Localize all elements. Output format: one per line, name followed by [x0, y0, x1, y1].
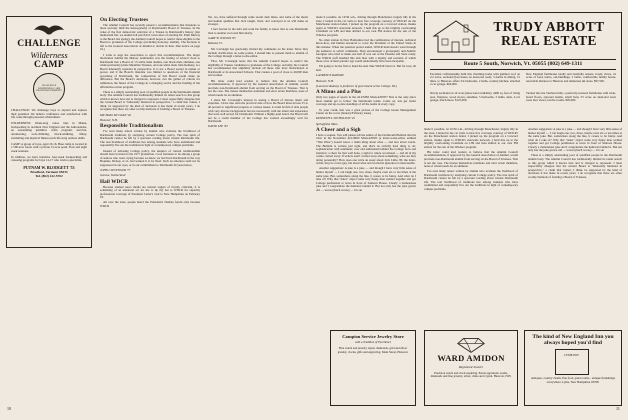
col2-para-2: I feel forever in his debt and want his family to know that as one Dartmouth man to another we loved him dearly. — [208, 27, 308, 35]
camp-contact-city: Bradford, Vermont 05033 — [30, 170, 68, 175]
challenge-camp-ad — [6, 16, 92, 248]
trudy-listings-top — [430, 73, 616, 89]
col5-para-2: There is a simply outstanding pool of qualified people in the Dartmouth alumni body. The Alumni Council has traditionally limited its talent search to this group which it knows best and is charged to represent. I most respectfully disagree that the current Board is "inherently hindered in perspective," a claim that cannot, I think, be supported by the kind of decisions it has made in recent years. I do recognize that there are other worthy methods of forming a Board of Trustees. — [528, 153, 622, 179]
col1b-signature-place: Geneva, Switzerland — [100, 173, 126, 178]
col4-para-3: I've read many letters written by alumni who evaluate the livelihood of Dartmouth traditions by analyzing current College policy. The true spirit of Dartmouth cannot be felt by a spectator reading about current Dartmouth life. The real livelihood of traditions lies among students who have assimilated and responsibly live out the traditions in light of contemporary campus problems. — [424, 169, 518, 191]
trudy-listing-3-text: Nicely secluded on 10 acres (more land available). 4400 sq. feet of living area, fireplace, wood stoves, sunshine, 5 bedrooms, 3 baths, deck, 2-car garage, much more. $125,000. — [430, 91, 520, 103]
col1-signature — [100, 114, 200, 118]
lyme-sign-wrap — [528, 349, 618, 375]
lyme-headline: The kind of New England Inn you always hoped you'd find — [532, 334, 614, 346]
trudy-listing-1-text: Excellent craftsmanship built this charming home with gambrel roof on 2.2 acres, secluded (last house on dead-end road). 3 dorms in dining, 15 mins. to Hanover, offers 3/4 bedrooms, 2 baths, country kitchen, attached 2-car garage. $64,000. — [430, 71, 520, 87]
article-heading-responsible-traditionalism: Responsible Traditionalism — [100, 123, 164, 130]
article-heading-cheer-sigh: A Cheer and a Sigh — [316, 126, 361, 133]
trudy-header — [430, 16, 616, 56]
lyme-inn-ad — [524, 330, 622, 406]
camp-contact-name: PUTNAM W. BLODGETT '53 — [23, 165, 75, 170]
trudy-abbott-ad — [424, 12, 622, 122]
col1-signature-name: MICHAEL MCGEAN '49 — [100, 112, 131, 117]
camp-contact — [11, 166, 87, 179]
ward-subtitle: Registered Jeweler — [458, 364, 484, 369]
camp-para-2: WILDERNESS: Week-long canoe trips in Maine, backpacking in northern New England and the Adirondacks, an outstanding primitive crafts program, survival, orienteering, rock-climbing, black-smithing, riflery, swimming and physical fitness teach life-long outdoor skills. — [11, 121, 87, 140]
col4-para-1: made it possible. At 10:30 a.m., driving through Manchester, largely idly in the state, I turned in the car radio to hear live coverage courtesy of WDCR? As the Manchester station faded, I picked up the program on a Concord station, thanks again to WDCR's statewide network. I held this up to the brightly overlooking Crantham on I-89 and then shifted to our own FM station for the rest of the Windsor program. — [424, 127, 518, 149]
col3-signature-place: Hanover, N.H. — [316, 78, 334, 83]
col1-para-3: There is a simply outstanding pool of qualified people in the Dartmouth alumni body. The Alumni Council has traditionally limited its talent search to this group which it knows best and is charged to represent. I most respectfully disagree that the current Board is "inherently hindered in perspective," a claim that cannot, I think, be supported by the kind of decisions it has made in recent years. I do recognize that there are other worthy methods of forming a Board of Trustees. — [100, 89, 200, 112]
col3-minus-signature: KENNETH S. NICHOLSON '45 — [316, 116, 355, 121]
text-column-2 — [208, 16, 308, 131]
ward-title: WARD AMIDON — [437, 353, 505, 363]
col2-para-1: We, too, have suffered through some recent dark times, and some of the ideals and human qualities that Jack taught, lived, and conveyed to us will make us stronger. — [208, 15, 308, 27]
house-icon — [430, 16, 482, 56]
col2-mid-1: Mr. Cavanagh has graciously invited my comments on his letter. Since they include clarification on some points, I should like to present them to alumni of the College through a letter-to-the-editor. — [208, 47, 308, 59]
col1-para-2: I write to urge the association to reject this recommendation. The major motivation behind the Murray nomination was the feeling of several close to Dartmouth that a Board of 13 white male alumni, one black male alumnus, one white (university) male Medelian Trustees, and one white male John Kemeny, is a Board inherently lopsided in perspective. It is not a Board seated in names or power, and if the Board's mandate was limited to questions of the financial governing of Dartmouth, the composition of this Board would make no difference. But the Board's decisions, however, run the gamut of criteria for admission, the future of the College in a changing world, and the funding of the affirmative-action program. — [100, 52, 200, 89]
col1c-para-2: All over the state, people heard the President's Nashua forum only because WDCR — [100, 200, 200, 208]
camp-para-3: CAMP: A group of boys, aged 10-16. Base camp is located in a 500-acre forest with a private 15-acre pond. Four and eight week sessions. — [11, 141, 87, 153]
col2-signature-place: Rutland, Vt. — [208, 41, 223, 46]
col3-cheer-2: Another suggestion: A joke is a joke — and though I have very little sense of humor myself — I can laugh one, two, three, maybe even six or ten times at the same joke. But, somewhere along the line, it ceases to be funny. And what do I take of? Why that "dales" object some very funny man welded together and got College permission to leave in front of Sanborn House. Clearly a tremendous joke and I congratulate the humorist behind it. But not only has the joke grown old — worse (much worse) — it is an — [316, 166, 416, 192]
jewelry-store-ad — [330, 330, 416, 406]
trudy-listing-2 — [526, 73, 616, 89]
trudy-listing-2-text: New England farmhouse totally and tastefully redone, lovely views, 41 acres of land, barns, out-buildings, 2 baths, comfortable family house, renovable distance to Hanover and numerous ski areas. $97,500. — [526, 71, 616, 83]
trudy-title — [482, 20, 616, 48]
col3-footnote: [Laurence Radway is professor of government at the College. Ed.] — [316, 84, 398, 89]
ward-amidon-ad — [424, 330, 518, 406]
camp-subtitle: Wilderness — [30, 50, 68, 60]
col2-mid-signature: DAVID LEE '63 — [208, 124, 228, 129]
text-column-1 — [100, 16, 200, 210]
trudy-title-line1: TRUDY ABBOTT — [493, 19, 605, 34]
camp-title: CHALLENGE — [17, 39, 81, 49]
col1b-para-1: I've read many letters written by alumni who evaluate the livelihood of Dartmouth traditions by analyzing current College policy. The true spirit of Dartmouth cannot be felt by a spectator reading about current Dartmouth life. The real livelihood of traditions lies among students who have assimilated and responsibly live out the traditions in light of contemporary campus problems. — [100, 129, 200, 148]
col2-mid-3: His letter could lead readers to believe that the Alumni Council recommendations, if approved by the General Association of Alumni, would preclude non-Dartmouth alumni from serving on the Board of Trustees. That is not the case. The trustee themselves nominate and elect seven members, none of whom needs be an alumnus. — [208, 78, 308, 97]
article-heading-minus-plus: A Minus and a Plus — [316, 89, 362, 96]
lyme-body: Antiques, country charm, fine food, quiet rooms... antique furnishings everywhere. Lyme, New Hampshire 03768. — [531, 376, 615, 384]
diamond-icon — [449, 336, 493, 354]
col5-para-1: Another suggestion: A joke is a joke — and though I have very little sense of humor myself — I can laugh one, two, three, maybe even six or ten times at the same joke. But, somewhere along the line, it ceases to be funny. And what do I take of? Why that "dales" object some very funny man welded together and got College permission to leave in front of Sanborn House. Clearly a tremendous joke and I congratulate the humorist behind it. But not only has the joke grown old — worse (much worse) — it is an — [528, 127, 622, 153]
article-heading-hail-wdcr: Hail WDCR — [100, 178, 129, 185]
col4-para-2: His letter could lead readers to believe that the Alumni Council recommendations, if approved by the General Association of Alumni, would preclude non-Dartmouth alumni from serving on the Board of Trustees. That is not the case. The trustee themselves nominate and elect seven members, none of whom needs be an alumnus. — [424, 149, 518, 169]
camp-copy — [11, 109, 87, 163]
col3-minus-2: To your credit, that was a great picture of the College Green Management Center on the cover (January/February issue). — [316, 107, 416, 116]
trudy-listing-3 — [430, 92, 520, 104]
jewelry-subtitle: with a Tradition of Excellence — [354, 340, 392, 345]
col1-signature-place: Hanover, N.H. — [100, 118, 118, 123]
col3-cheer-1: I have a request. You will please tell the author of the Dartmouth Bulletin that his critic in the November ALUMNI MAGAZINE (a letter-to-the-editor entitled "This Wine") doesn't know a damn thing about wine — and less about words. The Bulletin is written just right, and that's an awfully hard thing to do; sophistication with sentiment; over and enthusiasm behind the College facts and statistics; a cheer for that well done, a sigh for where we missed — and all in my casino carried away. If writers aren't carried away about something, what are they doing personally? How does one write an essay about Jack Little, 80, the letter-writer, may be a nice guy, but about wine and words his ignorance is inexcusable. — [316, 132, 416, 166]
col3-signature: LAURENCE RADWAY — [316, 72, 344, 77]
trudy-listing-1 — [430, 73, 520, 89]
camp-para-1: CHALLENGE: We challenge boys to expand and explore their potential. We believe confidence and satisfaction with life come through personal achievement. — [11, 108, 87, 120]
col3-para-2: No other station in New Hampshire had the combination of interest, technical know-how, and human resources to cover the President of the United States in this manner. When the question period ended, WDCR interviewers went through the audience to solicit comments. They encountered a grotesquely anti-Semitic foreigner who tried to make one half of was out of the Panama and State candy. The WDCR staff handled this sick man with a dignity and restraint of which those of us of their parents' age would undoubtedly have been incapable. — [316, 37, 416, 64]
text-column-5 — [528, 128, 622, 181]
col3-para-3: I'm going to be the first to hand the next time WDCR blows it. But for now, all hail. — [316, 64, 416, 72]
camp-seal: CHALLENGE WILDERNESS CAMP BRADFORD VERMONT — [33, 73, 65, 105]
col3-minus-1: Only two pages of sports in the ALUMNI MAGAZINE? This is the only place most alumni get to follow the Dartmouth teams. Come on, lets get better coverage and up-to-date standings of all the teams in every copy. — [316, 95, 416, 107]
trudy-address: Route 5 South, Norwich, Vt. 05055 (802) 649-1311 — [430, 59, 616, 70]
ward-body: Precision watch and clock repairing. Estate appraisals. Gems, diamonds and fine jewelry, silver, china and crystal. Hanover, N.H. — [430, 370, 512, 379]
eagle-icon — [31, 22, 67, 38]
article-heading-electing-trustees: On Electing Trustees — [100, 16, 149, 23]
trudy-listing-4-text: Tucked into the Vermont hills, a perfectly-restored farmhouse with wide-board floors, exposed beams, small barn, 55 acres on dead-end town road, nice views, twelve rooms. $95,000. — [526, 91, 616, 103]
trudy-title-line2: REAL ESTATE — [501, 33, 597, 48]
jewelry-title: Campion Service Jewelry Store — [342, 334, 404, 339]
camp-para-4: In addition, we have intensive four-week backpacking and canoeing programs for boys 14-17 who wish to specialize. — [11, 154, 87, 163]
text-column-3 — [316, 16, 416, 194]
page-number-right: 11 — [616, 406, 620, 411]
page-number-left: 10 — [7, 406, 11, 411]
trudy-listings-bottom — [430, 92, 616, 104]
camp-word: CAMP — [33, 60, 65, 70]
col2-mid-4: I share Mr. Cavanagh's interest in seeing a Board of diverse talent and expertise. I have also seen the practical side of how the Board must devote 25 to 40 percent to significant progress or various issues, it could be full of able people with very diverse backgrounds but not necessarily with the talent and experience that were well served for Dartmouth. Without a highly-paid board, the Board will not be a credit member of the College has worked exceedingly well for Dartmouth. — [208, 97, 308, 124]
col3-minus-place: Springfield, Mass. — [316, 121, 339, 126]
camp-contact-phone: Tel. (802) 222-5702 — [35, 174, 63, 179]
col3-para-1: made it possible. At 10:30 a.m., driving through Manchester, largely idly in the state, I turned in the car radio to hear live coverage courtesy of WDCR? As the Manchester station faded, I picked up the program on a Concord station, thanks again to WDCR's statewide network. I held this up to the brightly overlooking Crantham on I-89 and then shifted to our own FM station for the rest of the Windsor program. — [316, 15, 416, 37]
trudy-listing-4 — [526, 92, 616, 104]
col2-signature: GARY W. WILSON '65 — [208, 35, 236, 40]
col1c-para-1: Because student news media are natural targets of faculty criticism, it is something of an unnatural act for me to tip my hat to WDCR for superbly professional coverage of President Carter's visit to New Hampshire on February 18. — [100, 184, 200, 200]
col1b-signature: JOHN CLEVENGER '77 — [100, 167, 131, 172]
lyme-inn-sign: LYME INN — [555, 349, 589, 375]
jewelry-body: Fine watch and jewelry repair, diamonds, gold and silver jewelry, clocks, gifts and engraving. Main Street, Hanover. — [337, 346, 409, 354]
col2-mid-2: First, Mr. Cavanagh notes that the Alumni Council hopes to restrict the eligibility of Trustee candidates to graduates of the College. Actually, the Council has recommended that eligibility include all those who have matriculated at Dartmouth or its Associated Schools. That creates a pool of close to 40,000 men and women. — [208, 59, 308, 78]
col1b-para-2: Instead of debasing College policy, the skeptics of current traditionalism should have traveled to the 1977 graduation. I was fortunate to be among a group of seniors who went crying because we knew we had lived Dartmouth in the way Hopkins, Dickey, et al., had wanted it to be lived. Such an emotion could not be suppressed in our eyes, or in our commitment to Dartmouth 20 years hence. — [100, 148, 200, 167]
text-column-4 — [424, 128, 518, 193]
col1-para-1: The Alumni Council has recently passed a recommendation that threatens to more severely limit the heterogeneity of Dartmouth's Board of Trustees. In the wake of the first democratic selection of a Trustee in Dartmouth's history (last memoriam fail, we alumni fell just 8,015 votes short of electing Dr. Pauli Murray to the Board last spring), the Alumni Council hopes to restrict these eligible to the Board to graduates of the College (excluding honorary alumni). The decision is left to the General Association of Alumni to decide in June. Due notice on page 16.] — [100, 22, 200, 52]
